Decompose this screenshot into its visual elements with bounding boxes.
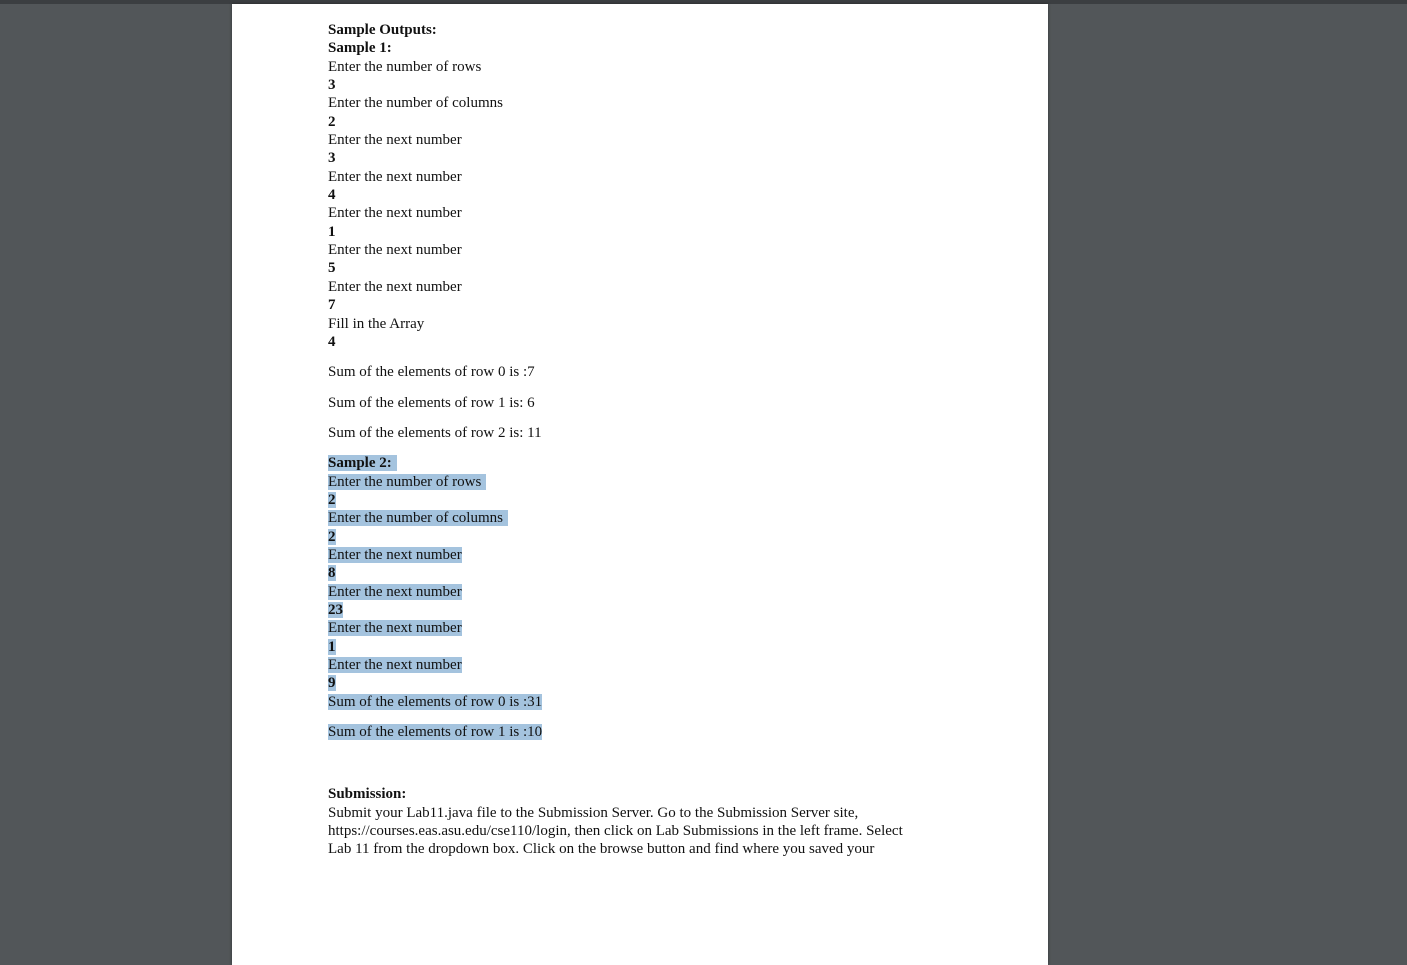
sample1-lines: [328, 58, 958, 352]
sample1-sum-row0: Sum of the elements of row 0 is :7: [328, 364, 535, 381]
sample1-line: 4: [328, 333, 336, 350]
sample1-line: Enter the number of columns: [328, 95, 503, 112]
sample1-line: Fill in the Array: [328, 315, 425, 332]
sample2-line[interactable]: Enter the next number: [328, 620, 462, 637]
spacer: [328, 711, 958, 723]
sample1-line: 7: [328, 297, 336, 314]
page-content[interactable]: [328, 21, 958, 859]
spacer: [328, 412, 958, 424]
sample1-line: Enter the next number: [328, 242, 462, 259]
sample1-sum-row1: Sum of the elements of row 1 is: 6: [328, 394, 535, 411]
submission-line: Lab 11 from the dropdown box. Click on the browse button and find where you saved your: [328, 841, 875, 858]
sample1-sum-row2: Sum of the elements of row 2 is: 11: [328, 424, 542, 441]
sample2-heading[interactable]: Sample 2:: [328, 455, 397, 471]
sample2-line[interactable]: 2: [328, 528, 336, 545]
sample1-line: Enter the next number: [328, 205, 462, 222]
document-page[interactable]: [232, 4, 1048, 965]
sample1-line: 5: [328, 260, 336, 277]
sample1-line: Enter the next number: [328, 278, 462, 295]
spacer: [328, 382, 958, 394]
submission-line: Submit your Lab11.java file to the Submission Server. Go to the Submission Server site,: [328, 804, 859, 821]
spacer: [328, 351, 958, 363]
sample1-heading: Sample 1:: [328, 40, 392, 57]
sample2-line[interactable]: 2: [328, 491, 336, 508]
sample2-line[interactable]: 8: [328, 565, 336, 582]
sample1-line: Enter the next number: [328, 168, 462, 185]
sample2-line[interactable]: Enter the next number: [328, 546, 462, 563]
spacer: [328, 741, 958, 785]
sample1-line: 3: [328, 77, 336, 94]
sample2-line[interactable]: Enter the next number: [328, 583, 462, 600]
sample1-line: Enter the next number: [328, 132, 462, 149]
selected-text-block[interactable]: [328, 454, 958, 741]
submission-line: https://courses.eas.asu.edu/cse110/login, then click on Lab Submissions in the left frame. Select: [328, 823, 903, 840]
sample2-sum-row1[interactable]: Sum of the elements of row 1 is :10: [328, 724, 543, 741]
sample2-line[interactable]: 23: [328, 601, 343, 618]
sample1-line: 1: [328, 223, 336, 240]
sample1-line: 2: [328, 113, 336, 130]
sample2-line[interactable]: Enter the number of rows: [328, 474, 486, 490]
sample1-line: Enter the number of rows: [328, 58, 482, 75]
sample2-line[interactable]: 1: [328, 638, 336, 655]
sample-outputs-heading: Sample Outputs:: [328, 22, 437, 38]
sample1-line: 4: [328, 187, 336, 204]
sample2-line[interactable]: Enter the number of columns: [328, 510, 508, 526]
sample2-sum-row0[interactable]: Sum of the elements of row 0 is :31: [328, 693, 543, 710]
submission-heading: Submission:: [328, 786, 407, 803]
sample2-line[interactable]: 9: [328, 675, 336, 692]
sample1-line: 3: [328, 150, 336, 167]
spacer: [328, 442, 958, 454]
sample2-line[interactable]: Enter the next number: [328, 657, 462, 673]
